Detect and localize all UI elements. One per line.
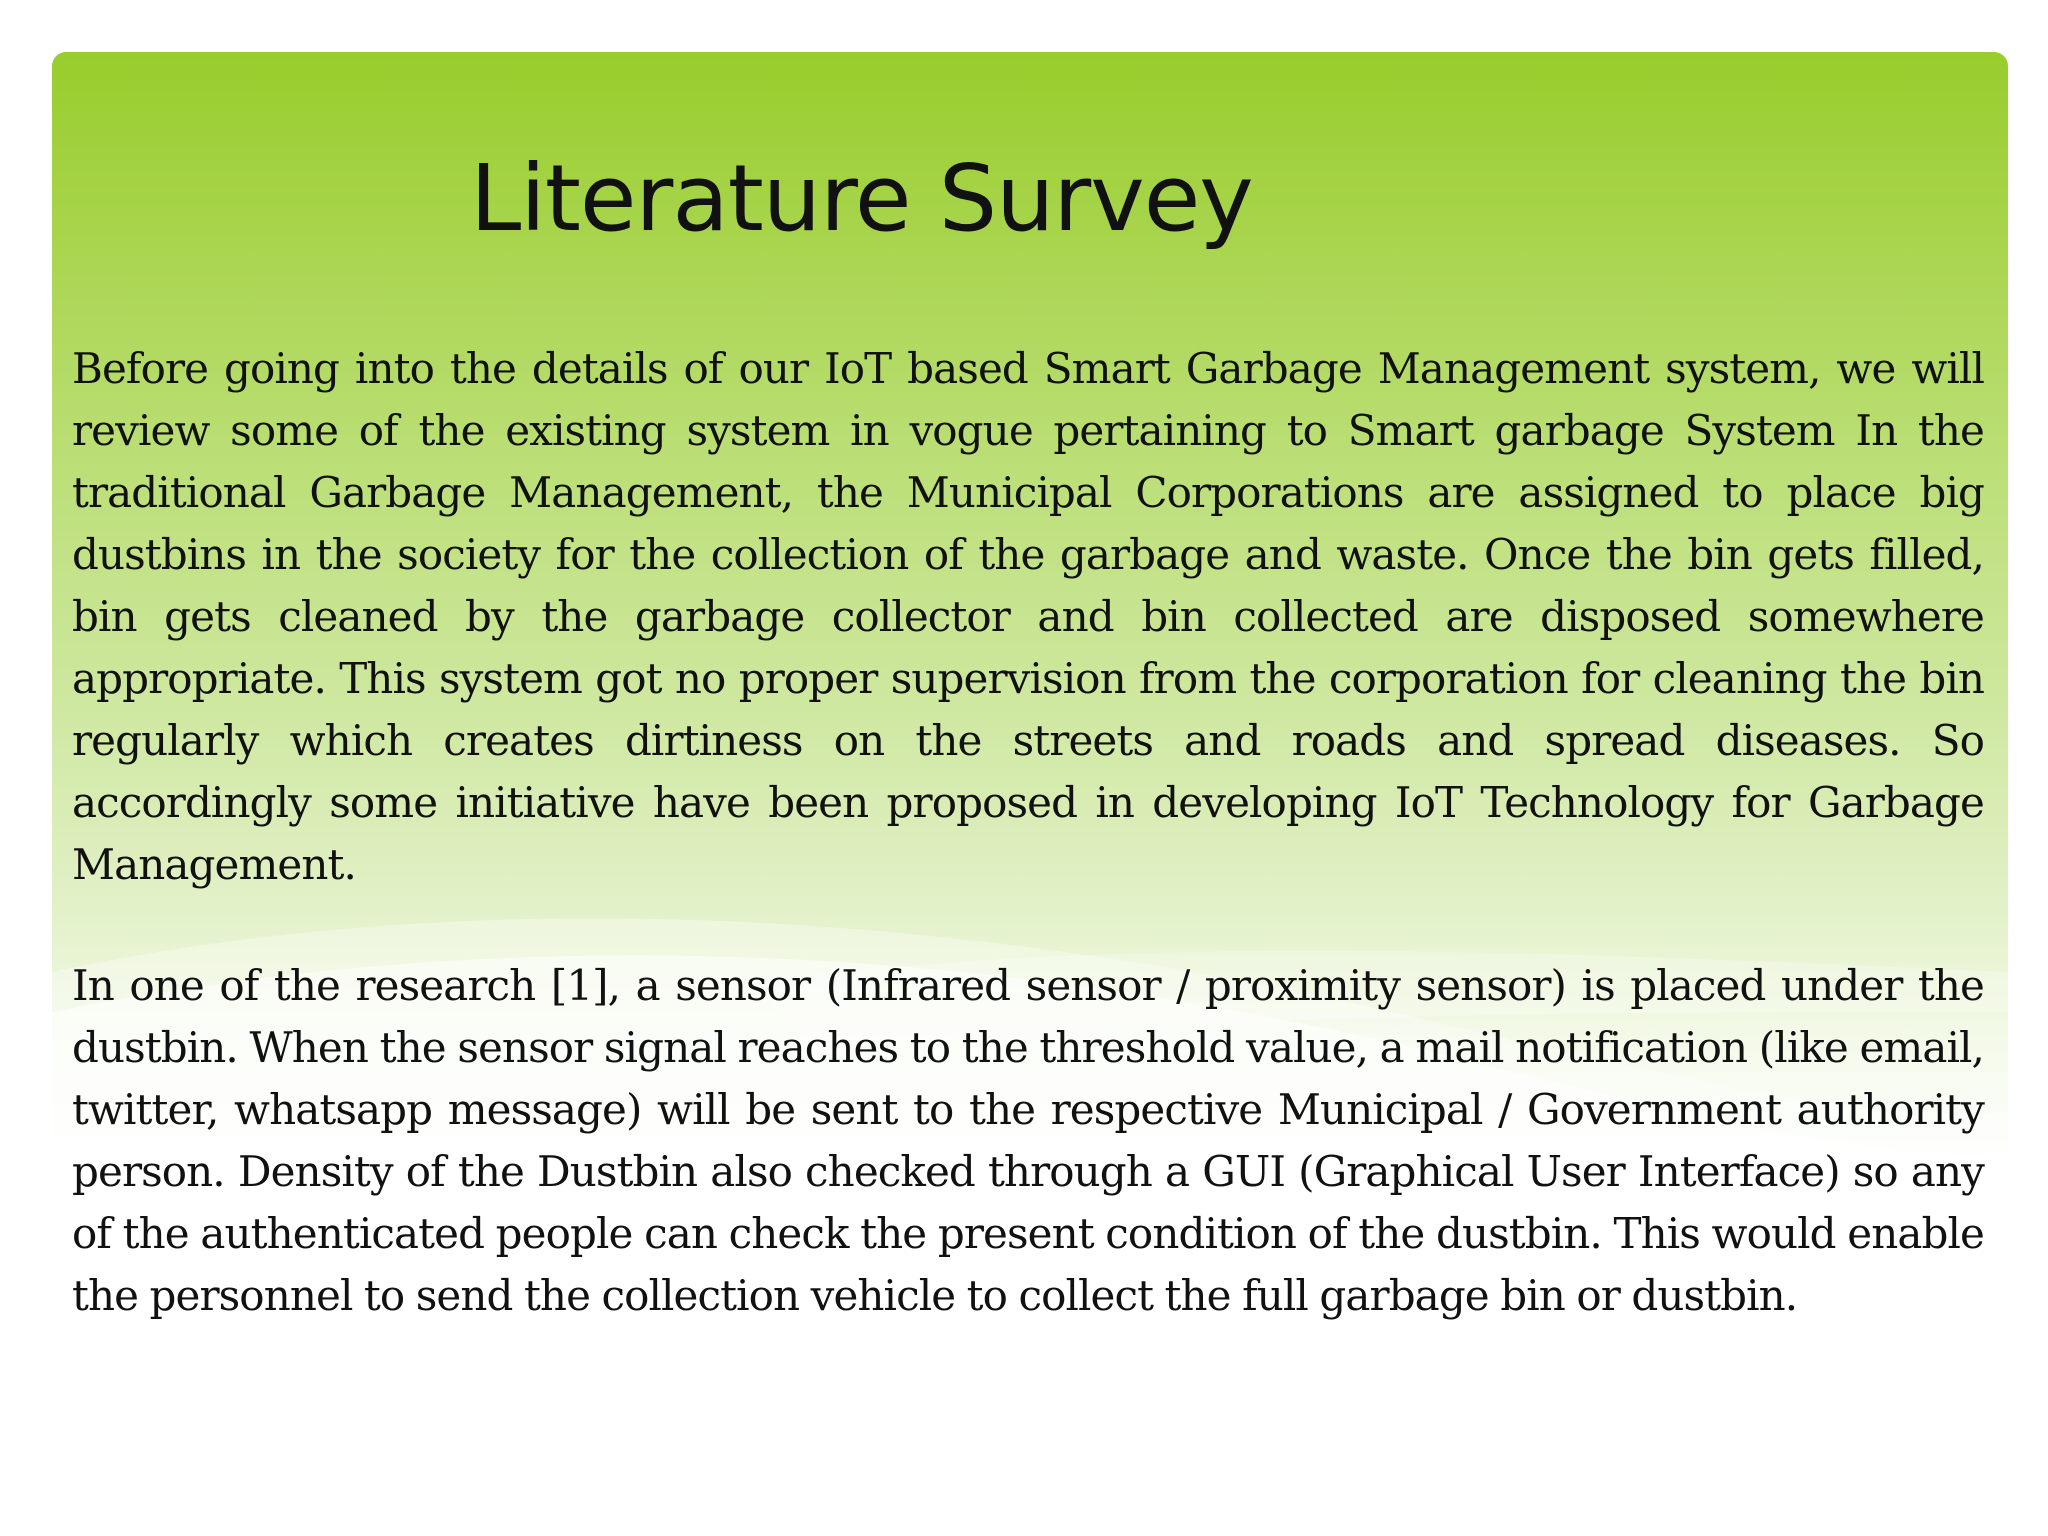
slide-title: Literature Survey bbox=[470, 145, 1253, 252]
paragraph-research: In one of the research [1], a sensor (Infrared sensor / proximity sensor) is placed under the dustbin. When the sensor signal reaches to the threshold value, a mail notification (like email, twitter, whatsapp message) will be sent to the respective Municipal / Government authority person. Density of the Dustbin also checked through a GUI (Graphical User Interface) so any of the authenticated people can check the present condition of the dustbin. This would enable the personnel to send the collection vehicle to collect the full garbage bin or dustbin. bbox=[72, 961, 1984, 1320]
paragraph-intro: Before going into the details of our IoT based Smart Garbage Management system, we will review some of the existing system in vogue pertaining to Smart garbage System In the traditional Garbage Management, the Municipal Corporations are assigned to place big dustbins in the society for the collection of the garbage and waste. Once the bin gets filled, bin gets cleaned by the garbage collector and bin collected are disposed somewhere appropriate. This system got no proper supervision from the corporation for cleaning the bin regularly which creates dirtiness on the streets and roads and spread diseases. So accordingly some initiative have been proposed in developing IoT Technology for Garbage Management. bbox=[72, 344, 1984, 889]
